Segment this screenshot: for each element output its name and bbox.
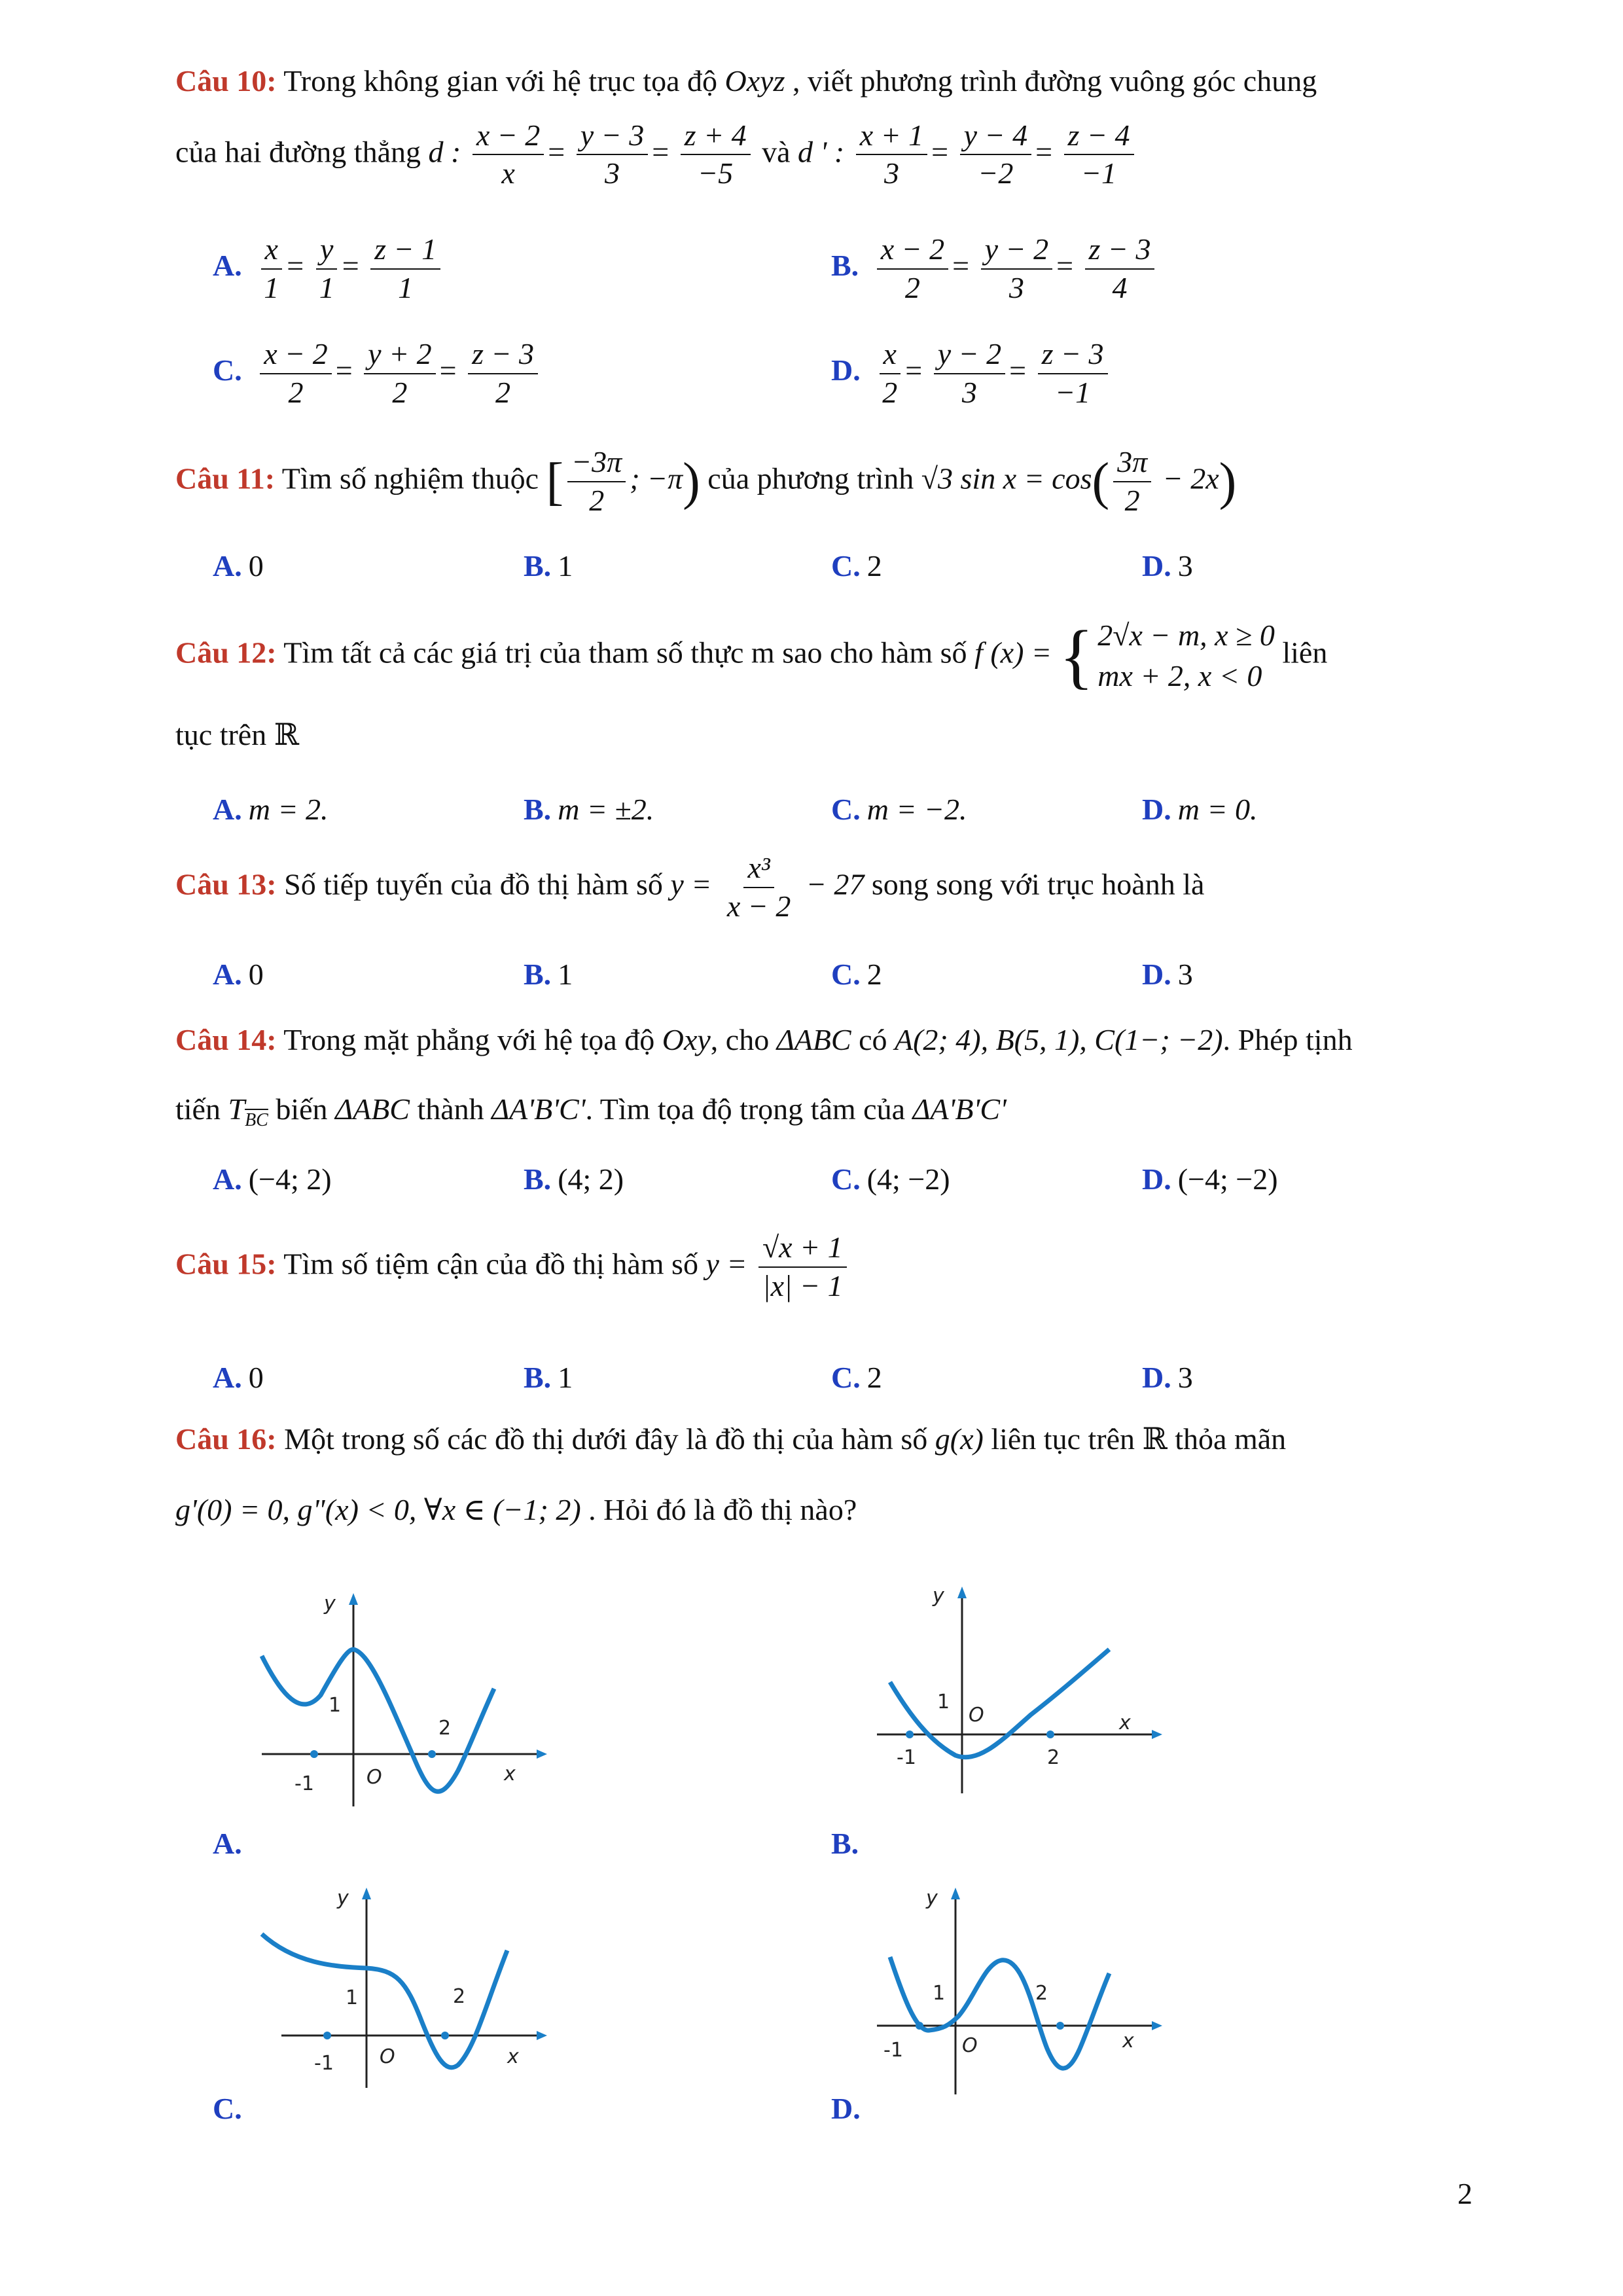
question-15: Câu 15: Tìm số tiệm cận của đồ thị hàm số y = $\frac{√x + 1}{|x| - 1}$ [175, 1230, 1474, 1304]
q12-label: Câu 12: [175, 636, 277, 670]
q12-line2: tục trên ℝ [175, 718, 299, 752]
question-13 [175, 851, 1474, 924]
q10-option-d[interactable]: D. $\frac{x}{2}$ = $\frac{y - 2}{3}$ = $\frac{z - 3}{-1}$ [831, 337, 1112, 410]
q13-tail: − 27 [798, 867, 865, 901]
svg-text:-1: -1 [897, 1746, 916, 1769]
q10-dp-frac2: $\frac{y - 4}{-2}$ [960, 118, 1031, 192]
q15-option-d[interactable]: D. 3 [1142, 1361, 1193, 1394]
q14-translation: $T_{\overline{BC}}$ [228, 1092, 268, 1130]
q14-label: Câu 14: [175, 1023, 277, 1056]
q10-line1 [175, 62, 1474, 100]
q14-option-c[interactable]: C. (4; −2) [831, 1162, 950, 1196]
svg-text:1: 1 [346, 1986, 359, 2009]
svg-text:-1: -1 [294, 1772, 314, 1795]
q14-option-d[interactable]: D. (−4; −2) [1142, 1162, 1278, 1196]
svg-text:O: O [366, 1766, 382, 1789]
svg-text:y: y [933, 1585, 944, 1607]
q15-option-b[interactable]: B. 1 [524, 1361, 573, 1394]
page-number: 2 [1457, 2177, 1472, 2210]
q11-interval-frac: $\frac{-3\pi}{2}$ [567, 445, 626, 518]
q10-option-c[interactable]: C. $\frac{x - 2}{2}$ = $\frac{y + 2}{2}$ = $\frac{z - 3}{2}$ [213, 337, 542, 410]
q14-option-a[interactable]: A. (−4; 2) [213, 1162, 332, 1196]
svg-text:1: 1 [329, 1694, 342, 1717]
q10-dp-frac1: $\frac{x + 1}{3}$ [856, 118, 927, 192]
q11-option-d[interactable]: D. 3 [1142, 549, 1193, 583]
q13-text2: song song với trục hoành là [864, 867, 1205, 901]
q15-label: Câu 15: [175, 1247, 277, 1281]
q11-option-b[interactable]: B. 1 [524, 549, 573, 583]
graph-a[interactable] [249, 1590, 550, 1816]
svg-text:x: x [507, 2045, 519, 2068]
q16-label: Câu 16: [175, 1422, 277, 1456]
svg-text:2: 2 [453, 1985, 466, 2008]
q12-option-c[interactable]: C. m = −2. [831, 793, 967, 826]
graph-c-label[interactable]: C. [213, 2092, 242, 2125]
q10-d-frac1: $\frac{x - 2}{x}$ [473, 118, 544, 192]
svg-text:O: O [969, 1704, 984, 1727]
question-11: Câu 11: Tìm số nghiệm thuộc [ $\frac{-3\pi}{2}$ ; −π) của phương trình √3 sin x = cos( $\frac{3\pi}{2}$ − 2x) [175, 445, 1237, 517]
q12-option-a[interactable]: A. m = 2. [213, 793, 329, 826]
q10-text3: của hai đường thẳng [175, 134, 429, 168]
q11-interval-tail: ; −π [630, 461, 683, 495]
q14-option-b[interactable]: B. (4; 2) [524, 1162, 624, 1196]
q12-option-b[interactable]: B. m = ±2. [524, 793, 654, 826]
q10-dp-frac3: $\frac{z - 4}{-1}$ [1064, 118, 1134, 192]
svg-text:y: y [337, 1887, 349, 1910]
q11-label: Câu 11: [175, 461, 276, 495]
graph-a-label[interactable]: A. [213, 1827, 242, 1860]
svg-text:y: y [324, 1592, 336, 1615]
q13-label: Câu 13: [175, 867, 277, 901]
svg-text:x: x [1119, 1712, 1131, 1734]
svg-text:1: 1 [933, 1982, 946, 2005]
q13-option-c[interactable]: C. 2 [831, 958, 882, 991]
q10-line2: của hai đường thẳng d : $\frac{x - 2}{x}$ = $\frac{y - 3}{3}$ = $\frac{z + 4}{-5}$ và d ' : $\frac{x + 1}{3}$ = $\frac{y - 4}{-2}$ = $\frac{z - 4}{-1}$ [175, 118, 1474, 192]
q10-d-frac3: $\frac{z + 4}{-5}$ [681, 118, 751, 192]
q12-option-d[interactable]: D. m = 0. [1142, 793, 1258, 826]
q15-option-c[interactable]: C. 2 [831, 1361, 882, 1394]
q14-points: A(2; 4), B(5, 1), C(1−; −2) [895, 1023, 1223, 1056]
svg-text:2: 2 [438, 1717, 452, 1740]
q12-text2: liên [1274, 636, 1328, 670]
q11-option-a[interactable]: A. 0 [213, 549, 264, 583]
q10-text2: , viết phương trình đường vuông góc chung [785, 64, 1317, 98]
q10-option-a[interactable]: A. $\frac{x}{1}$ = $\frac{y}{1}$ = $\frac{z - 1}{1}$ [213, 232, 444, 306]
svg-text:O: O [380, 2045, 395, 2068]
graph-b-label[interactable]: B. [831, 1827, 859, 1860]
svg-text:-1: -1 [883, 2039, 903, 2062]
question-16: Câu 16: Một trong số các đồ thị dưới đây là đồ thị của hàm số g(x) liên tục trên ℝ thỏa mãn g'(0) = 0, g"(x) < 0, ∀x ∈ (−1; 2) . Hỏi đó là đồ thị nào? [175, 1422, 1287, 1526]
svg-text:y: y [926, 1887, 938, 1910]
svg-text:x: x [1122, 2030, 1134, 2053]
q13-option-b[interactable]: B. 1 [524, 958, 573, 991]
question-10 [175, 62, 1474, 191]
q15-option-a[interactable]: A. 0 [213, 1361, 264, 1394]
q11-eq-frac: $\frac{3\pi}{2}$ [1113, 445, 1151, 518]
q10-d: d : [428, 134, 461, 168]
svg-text:x: x [504, 1763, 516, 1785]
q10-option-b[interactable]: B. $\frac{x - 2}{2}$ = $\frac{y - 2}{3}$ = $\frac{z - 3}{4}$ [831, 232, 1158, 306]
q13-y: y = [670, 867, 712, 901]
graph-d-label[interactable]: D. [831, 2092, 861, 2125]
q12-case2: mx + 2, x < 0 [1097, 659, 1262, 693]
question-14: Câu 14: Trong mặt phẳng với hệ tọa độ Oxy, cho ΔABC có A(2; 4), B(5, 1), C(1−; −2). Phép tịnh tiến $T_{\overline{BC}}$ biến ΔABC thành ΔA'B'C'. Tìm tọa độ trọng tâm của ΔA'B'C' [175, 1023, 1353, 1130]
q13-text1: Số tiếp tuyến của đồ thị hàm số [276, 867, 671, 901]
q13-option-a[interactable]: A. 0 [213, 958, 264, 991]
graph-d[interactable] [864, 1885, 1165, 2111]
q11-option-c[interactable]: C. 2 [831, 549, 882, 583]
q10-label: Câu 10: [175, 64, 277, 98]
q11-eq-left: √3 sin x = cos [921, 461, 1092, 495]
q11-text2: của phương trình [707, 461, 921, 495]
q13-option-d[interactable]: D. 3 [1142, 958, 1193, 991]
q12-fx: f (x) = [974, 636, 1052, 670]
svg-text:2: 2 [1035, 1982, 1048, 2005]
q10-text1: Trong không gian với hệ trục tọa độ [276, 64, 725, 98]
graph-c[interactable] [249, 1885, 550, 2111]
svg-text:1: 1 [937, 1691, 950, 1713]
q13-frac: $\frac{\text{x³}}{x - 2}$ [726, 851, 791, 923]
q12-case1: 2√x − m, x ≥ 0 [1097, 619, 1275, 652]
q12-piecewise: { 2√x − m, x ≥ 0 mx + 2, x < 0 [1059, 616, 1275, 696]
svg-text:2: 2 [1047, 1746, 1060, 1769]
graph-b[interactable] [864, 1584, 1165, 1810]
q16-condition: g'(0) = 0, g"(x) < 0, ∀x ∈ (−1; 2) [175, 1492, 581, 1526]
svg-text:O: O [962, 2034, 978, 2057]
q11-text1: Tìm số nghiệm thuộc [275, 461, 546, 495]
svg-text:-1: -1 [314, 2052, 334, 2075]
q10-dprime: d ' : [798, 134, 845, 168]
q11-eq-tail: − 2x [1155, 461, 1219, 495]
q10-and: và [762, 134, 798, 168]
q12-text1: Tìm tất cả các giá trị của tham số thực m sao cho hàm số [276, 636, 975, 670]
q15-frac: $\frac{√x + 1}{|x| - 1}$ [758, 1230, 847, 1304]
q10-oxyz: Oxyz [724, 64, 785, 98]
question-12 [175, 615, 1474, 754]
q10-d-frac2: $\frac{y - 3}{3}$ [577, 118, 648, 192]
